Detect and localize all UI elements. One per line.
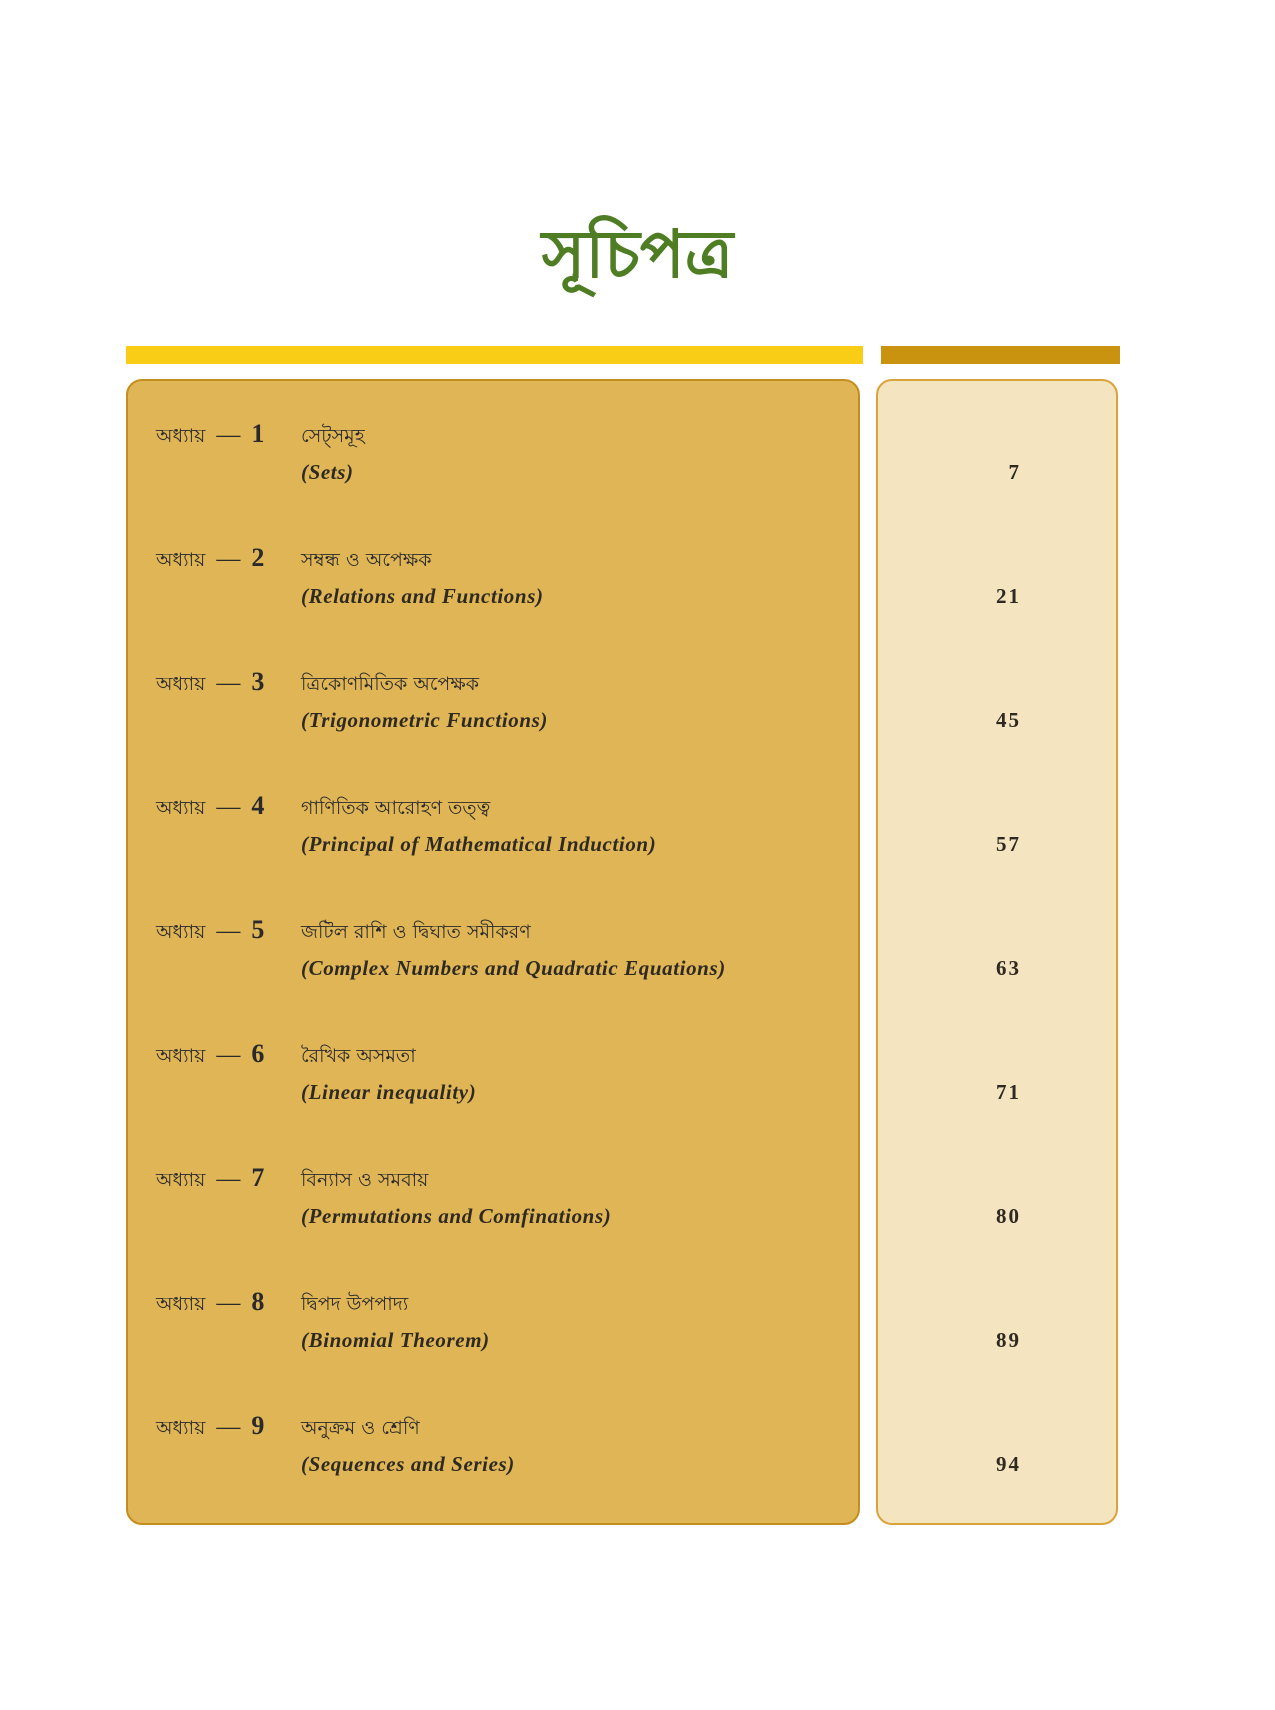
toc-entry[interactable] [0, 1284, 1275, 1364]
chapter-number: 5 [251, 915, 265, 944]
chapter-label [156, 1036, 264, 1074]
chapter-title-bengali: সম্বন্ধ ও অপেক্ষক [301, 549, 432, 571]
chapter-dash: — [216, 1290, 241, 1316]
toc-entry[interactable] [0, 540, 1275, 620]
chapter-title-bengali: বিন্যাস ও সমবায় [301, 1169, 429, 1191]
chapter-dash: — [216, 794, 241, 820]
toc-entry[interactable] [0, 1408, 1275, 1488]
chapter-word: অধ্যায় [156, 1045, 206, 1067]
toc-entry[interactable] [0, 912, 1275, 992]
page-number: 63 [996, 956, 1021, 980]
header-bar-left [126, 346, 863, 364]
chapter-title-bengali: ত্রিকোণমিতিক অপেক্ষক [301, 673, 480, 695]
page-number: 89 [996, 1328, 1021, 1352]
chapter-label [156, 540, 264, 578]
chapter-title-english: (Trigonometric Functions) [301, 708, 548, 732]
chapter-title-bengali: সেট্সমূহ [301, 425, 365, 447]
chapter-label [156, 1408, 264, 1446]
chapter-number: 2 [251, 543, 265, 572]
chapter-number: 6 [251, 1039, 265, 1068]
chapter-label [156, 1160, 264, 1198]
header-bar-right [881, 346, 1120, 364]
page-number: 71 [996, 1080, 1021, 1104]
chapter-title-bengali: রৈখিক অসমতা [301, 1045, 416, 1067]
chapter-title-bengali: অনুক্রম ও শ্রেণি [301, 1417, 420, 1439]
chapter-title-bengali: গাণিতিক আরোহণ তত্ত্ব [301, 797, 491, 819]
chapter-label [156, 1284, 264, 1322]
chapter-word: অধ্যায় [156, 1169, 206, 1191]
page-number: 7 [1008, 460, 1021, 484]
chapter-dash: — [216, 918, 241, 944]
chapter-label [156, 912, 264, 950]
chapter-label [156, 416, 264, 454]
chapter-word: অধ্যায় [156, 425, 206, 447]
chapter-number: 9 [251, 1411, 265, 1440]
chapter-word: অধ্যায় [156, 797, 206, 819]
chapter-word: অধ্যায় [156, 673, 206, 695]
chapter-number: 4 [251, 791, 265, 820]
chapter-title-english: (Linear inequality) [301, 1080, 477, 1104]
toc-entry[interactable] [0, 1160, 1275, 1240]
chapter-number: 7 [251, 1163, 265, 1192]
chapter-dash: — [216, 1042, 241, 1068]
toc-entry[interactable] [0, 1036, 1275, 1116]
toc-entry[interactable] [0, 788, 1275, 868]
page-number: 94 [996, 1452, 1021, 1476]
chapter-title-english: (Binomial Theorem) [301, 1328, 490, 1352]
chapter-word: অধ্যায় [156, 1417, 206, 1439]
chapter-word: অধ্যায় [156, 549, 206, 571]
page-number: 45 [996, 708, 1021, 732]
chapter-title-bengali: দ্বিপদ উপপাদ্য [301, 1293, 409, 1315]
chapter-title-english: (Sets) [301, 460, 354, 484]
chapter-number: 3 [251, 667, 265, 696]
chapter-number: 8 [251, 1287, 265, 1316]
page-number: 21 [996, 584, 1021, 608]
chapter-dash: — [216, 422, 241, 448]
chapter-dash: — [216, 670, 241, 696]
page-number: 80 [996, 1204, 1021, 1228]
chapter-label [156, 788, 264, 826]
chapter-title-english: (Principal of Mathematical Induction) [301, 832, 657, 856]
toc-entry[interactable] [0, 664, 1275, 744]
chapter-dash: — [216, 546, 241, 572]
page-number: 57 [996, 832, 1021, 856]
chapter-title-english: (Complex Numbers and Quadratic Equations) [301, 956, 726, 980]
toc-entry[interactable] [0, 416, 1275, 496]
chapter-word: অধ্যায় [156, 921, 206, 943]
chapter-title-english: (Sequences and Series) [301, 1452, 515, 1476]
chapter-title-english: (Permutations and Comfinations) [301, 1204, 612, 1228]
page-title: সূচিপত্র [541, 216, 734, 293]
chapter-label [156, 664, 264, 702]
chapter-dash: — [216, 1414, 241, 1440]
chapter-word: অধ্যায় [156, 1293, 206, 1315]
chapter-dash: — [216, 1166, 241, 1192]
chapter-title-english: (Relations and Functions) [301, 584, 544, 608]
chapter-number: 1 [251, 419, 265, 448]
chapter-title-bengali: জটিল রাশি ও দ্বিঘাত সমীকরণ [301, 921, 531, 943]
